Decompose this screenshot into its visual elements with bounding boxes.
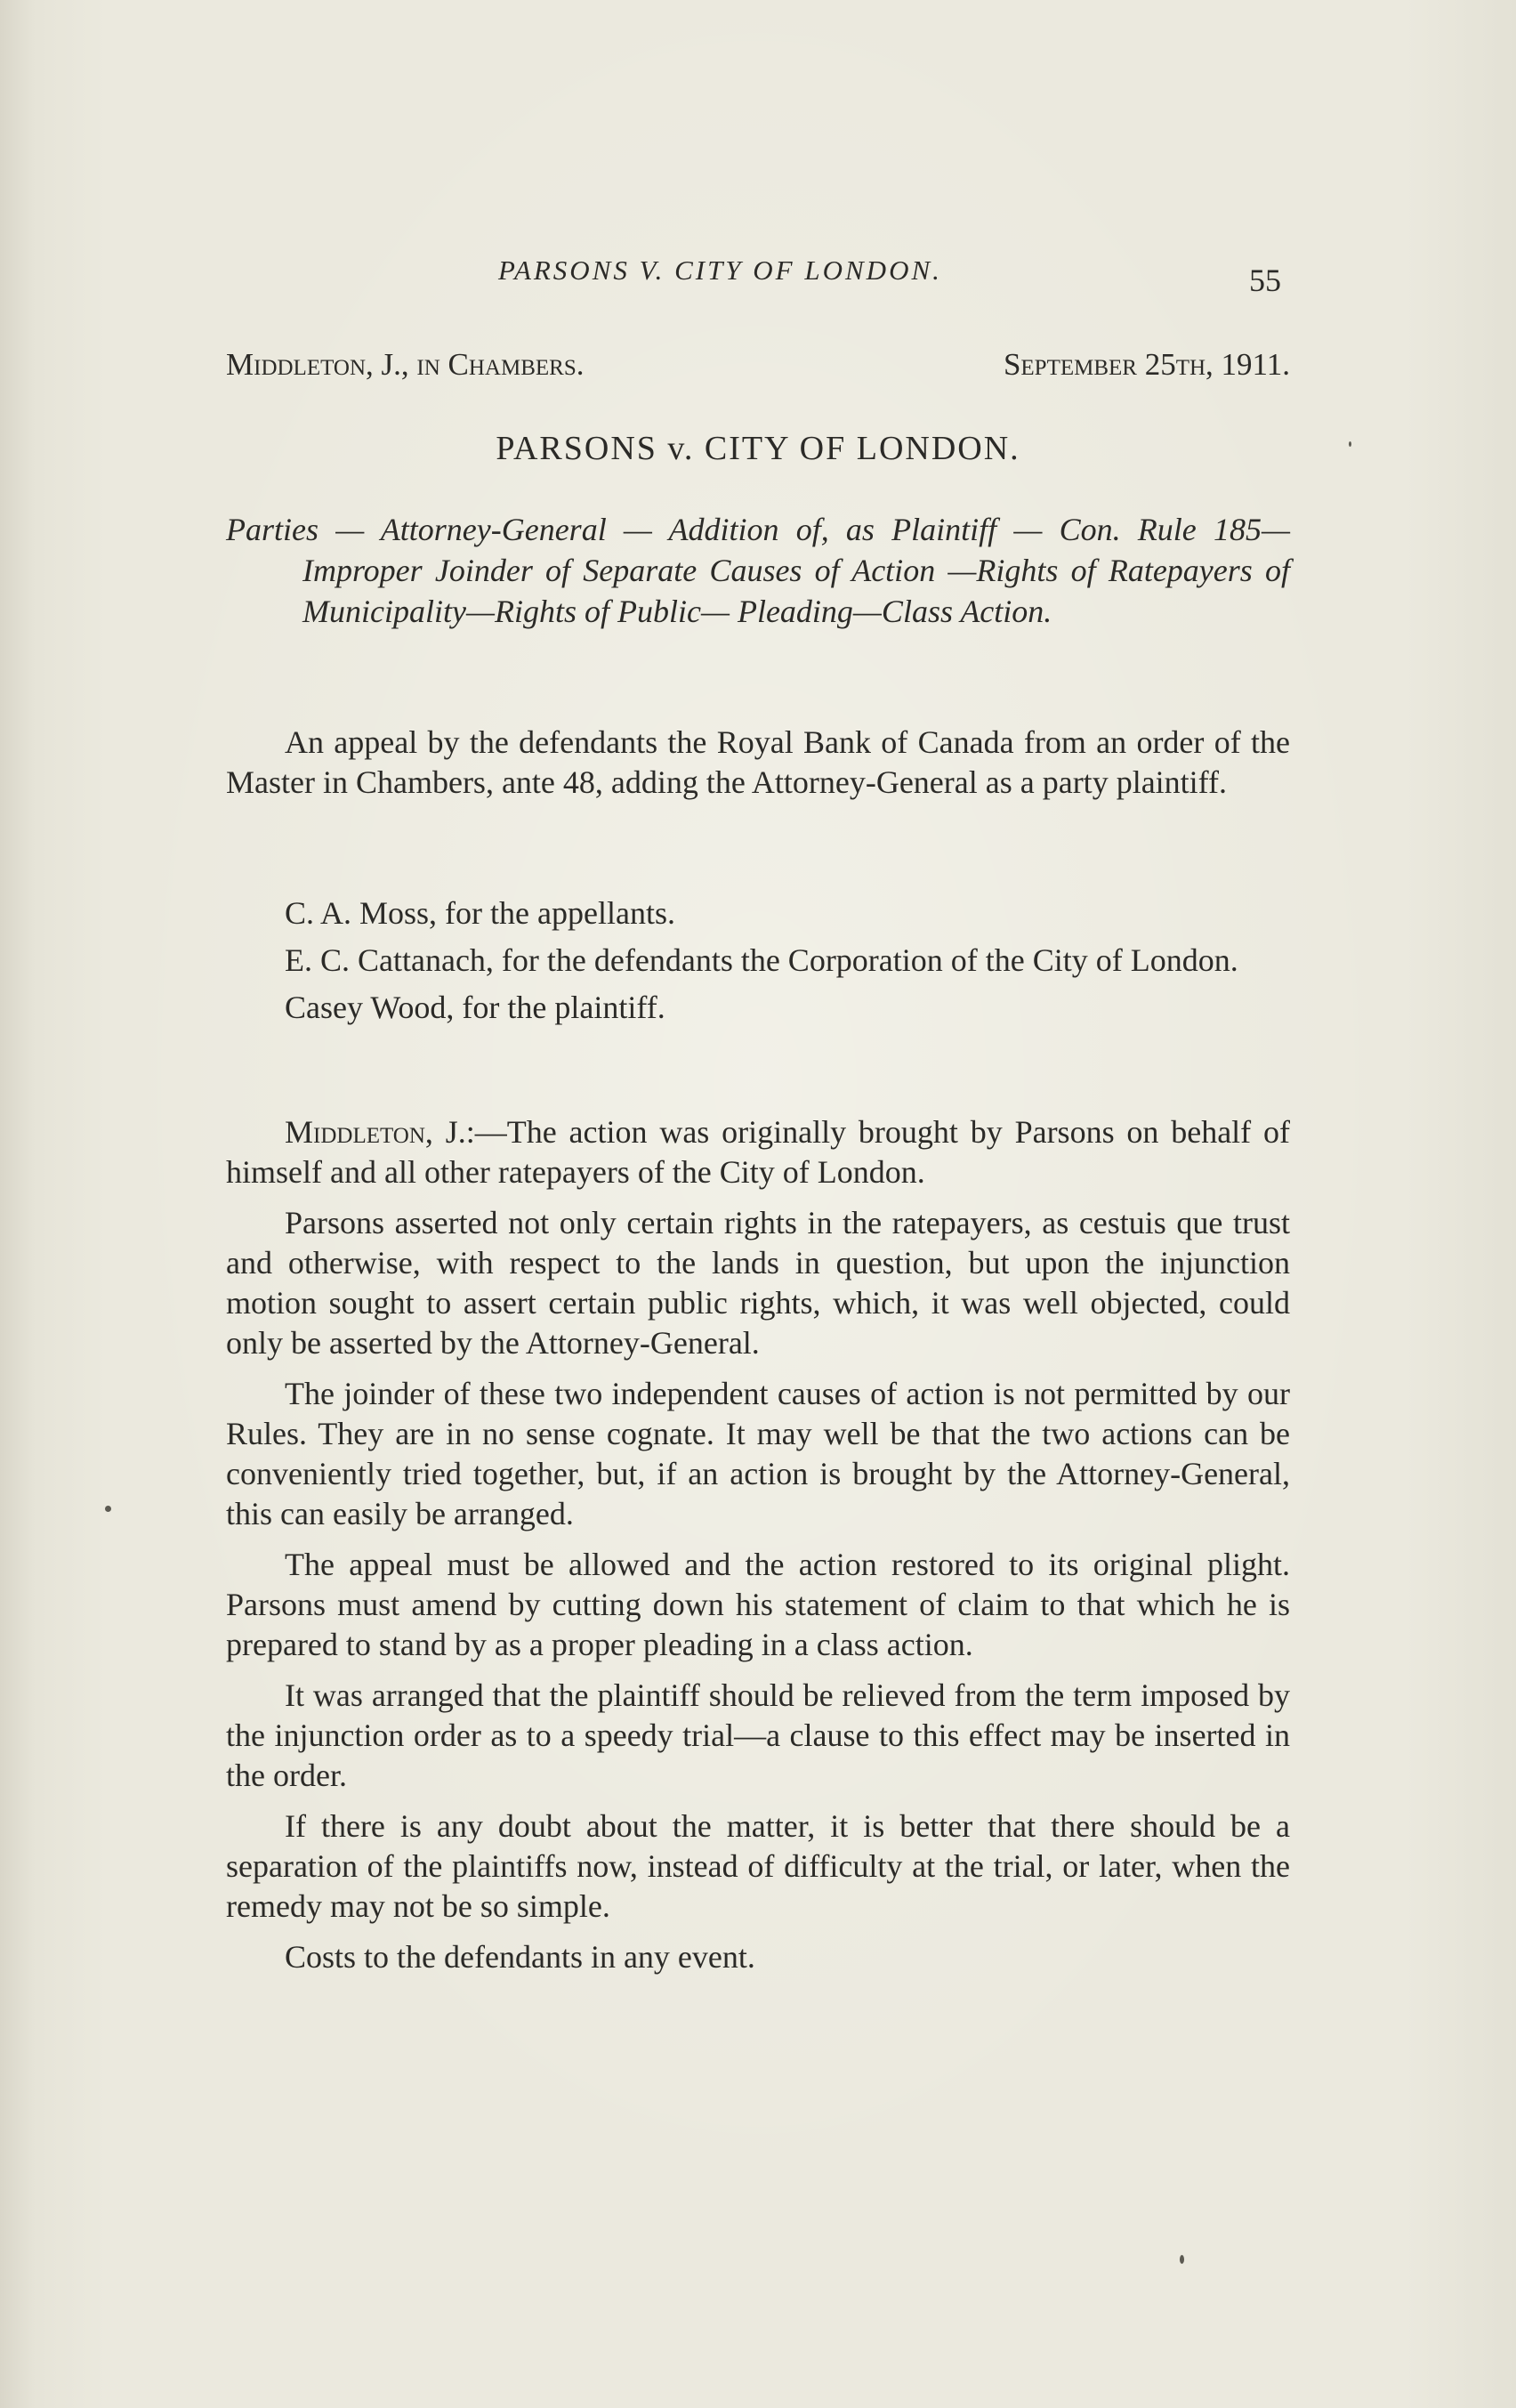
paper-speck: [105, 1506, 111, 1512]
paper-speck: [1349, 441, 1351, 447]
counsel-entry: C. A. Moss, for the appellants.: [285, 895, 675, 931]
running-title: PARSONS V. CITY OF LONDON.: [498, 255, 942, 286]
court-line: [226, 347, 1290, 383]
counsel-entry: E. C. Cattanach, for the defendants the Corporation of the City of London.: [285, 942, 1238, 978]
counsel-list: [226, 893, 1290, 1035]
page-number: 55: [1249, 263, 1281, 298]
judgment-opening-text: :—The action was originally brought by Parsons on behalf of himself and all other ratepayers of the City of London.: [226, 1114, 1290, 1190]
case-title: PARSONS v. CITY OF LONDON.: [496, 430, 1020, 467]
judgment-paragraph: If there is any doubt about the matter, it is better that there should be a separation of the plaintiffs now, instead of difficulty at the trial, or later, when the remedy may not be so simple.: [226, 1808, 1290, 1924]
counsel-entry: Casey Wood, for the plaintiff.: [285, 990, 665, 1025]
intro-paragraph: An appeal by the defendants the Royal Bank of Canada from an order of the Master in Chambers, ante 48, adding the Attorney-General as a party plaintiff.: [226, 724, 1290, 800]
judgment-paragraph: Parsons asserted not only certain rights in the ratepayers, as cestuis que trust and otherwise, with respect to the lands in question, but upon the injunction motion sought to assert certain public rights, which, it was well objected, could only be asserted by the Attorney-General.: [226, 1205, 1290, 1361]
decision-date: September 25th, 1911.: [1003, 347, 1290, 382]
judgment-paragraph: Costs to the defendants in any event.: [285, 1939, 755, 1975]
paper-speck: [1180, 2255, 1184, 2264]
judge-name: Middleton, J.: [285, 1114, 466, 1150]
intro-block: [226, 723, 1290, 813]
judgment-opening: [226, 1112, 1290, 1192]
headnote: Parties — Attorney-General — Addition of, as Plaintiff — Con. Rule 185—Improper Joinder of Separate Causes of Action —Rights of Ratepayers of Municipality—Rights of Public— Pleading—Class Action.: [226, 512, 1290, 629]
judgment: [226, 1112, 1290, 1988]
judgment-paragraph: The appeal must be allowed and the action restored to its original plight. Parsons must amend by cutting down his statement of claim to that which he is prepared to stand by as a proper pleading in a class action.: [226, 1547, 1290, 1662]
judgment-paragraph: It was arranged that the plaintiff should be relieved from the term imposed by the injunction order as to a speedy trial—a clause to this effect may be inserted in the order.: [226, 1677, 1290, 1793]
judgment-paragraph: The joinder of these two independent causes of action is not permitted by our Rules. They are in no sense cognate. It may well be that the two actions can be conveniently tried together, but, if an action is brought by the Attorney-General, this can easily be arranged.: [226, 1376, 1290, 1531]
judge-chambers: Middleton, J., in Chambers.: [226, 347, 585, 382]
